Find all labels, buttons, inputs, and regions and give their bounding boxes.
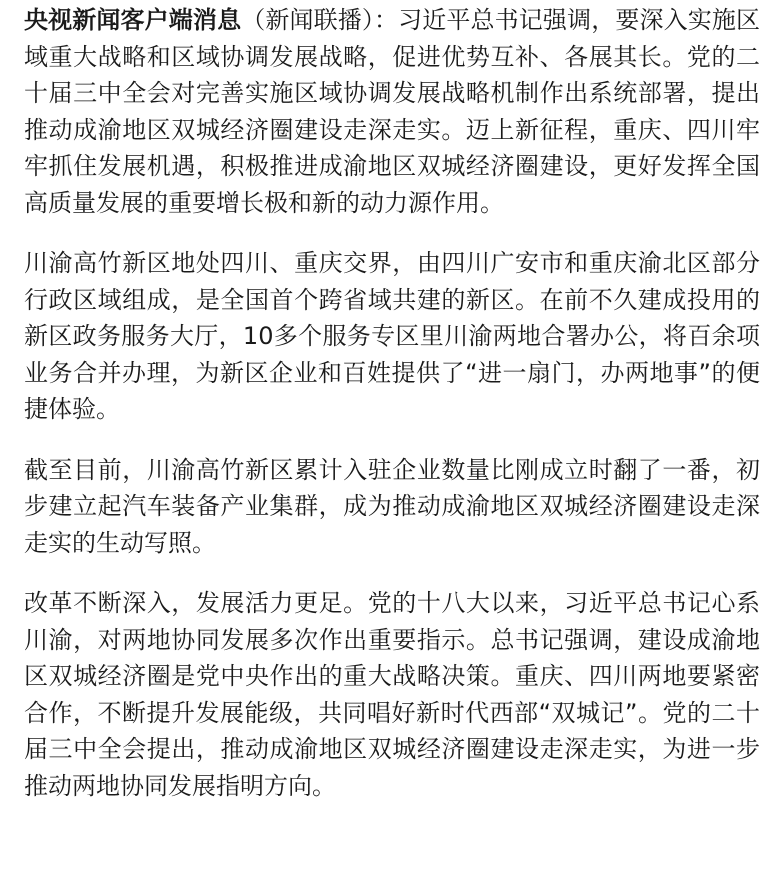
article-paragraph-3: 截至目前，川渝高竹新区累计入驻企业数量比刚成立时翻了一番，初步建立起汽车装备产业集群，成为推动成渝地区双城经济圈建设走深走实的生动写照。 — [24, 455, 760, 557]
article-paragraph-1-text: （新闻联播）：习近平总书记强调，要深入实施区域重大战略和区域协调发展战略，促进优势互补、各展其长。党的二十届三中全会对完善实施区域协调发展战略机制作出系统部署，提出推动成渝地区双城经济圈建设走深走实。迈上新征程，重庆、四川牢牢抓住发展机遇，积极推进成渝地区双城经济圈建设，更好发挥全国高质量发展的重要增长极和新的动力源作用。 — [24, 6, 761, 217]
article-paragraph-4: 改革不断深入，发展活力更足。党的十八大以来，习近平总书记心系川渝，对两地协同发展多次作出重要指示。总书记强调，建设成渝地区双城经济圈是党中央作出的重大战略决策。重庆、四川两地要紧密合作，不断提升发展能级，共同唱好新时代西部“双城记”。党的二十届三中全会提出，推动成渝地区双城经济圈建设走深走实，为进一步推动两地协同发展指明方向。 — [24, 589, 760, 800]
article-paragraph-2: 川渝高竹新区地处四川、重庆交界，由四川广安市和重庆渝北区部分行政区域组成，是全国首个跨省域共建的新区。在前不久建成投用的新区政务服务大厅，10多个服务专区里川渝两地合署办公，将百余项业务合并办理，为新区企业和百姓提供了“进一扇门，办两地事”的便捷体验。 — [24, 249, 760, 423]
news-source-label: 央视新闻客户端消息 — [24, 6, 242, 34]
article-paragraph-1 — [24, 2, 760, 221]
